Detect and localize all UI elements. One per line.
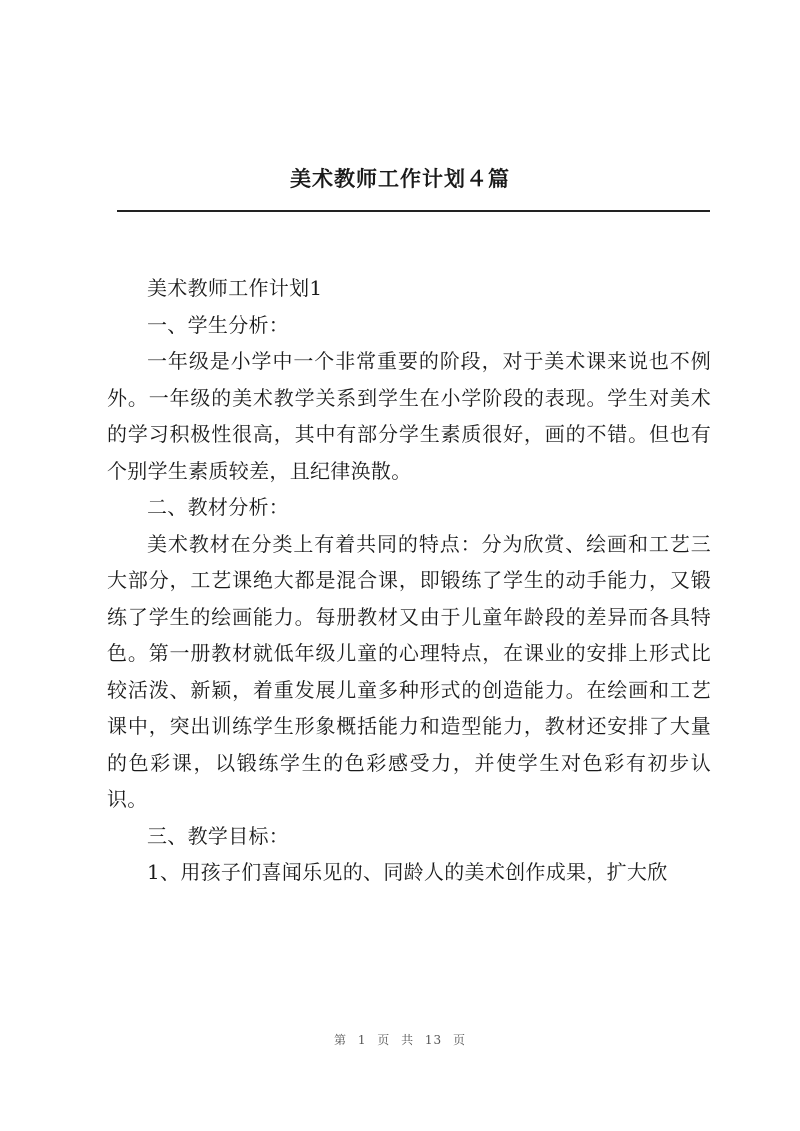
section-heading: 美术教师工作计划1 [147,276,323,300]
document-title: 美术教师工作计划４篇 [290,166,510,191]
subheading-student-analysis: 一、学生分析： [147,312,290,337]
page-footer: 第 1 页 共 13 页 [334,1033,466,1047]
paragraph-textbook-analysis: 美术教材在分类上有着共同的特点：分为欣赏、绘画和工艺三大部分，工艺课绝大都是混合课，即锻练了学生的动手能力，又锻练了学生的绘画能力。每册教材又由于儿童年龄段的差异而各具特色。第一册教材就低年级儿童的心理特点，在课业的安排上形式比较活泼、新颖，着重发展儿童多种形式的创造能力。在绘画和工艺课中，突出训练学生形象概括能力和造型能力，教材还安排了大量的色彩课，以锻练学生的色彩感受力，并使学生对色彩有初步认识。 [107,531,711,811]
paragraph-student-analysis: 一年级是小学中一个非常重要的阶段，对于美术课来说也不例外。一年级的美术教学关系到学生在小学阶段的表现。学生对美术的学习积极性很高，其中有部分学生素质很好，画的不错。但也有个别学生素质较差，且纪律涣散。 [107,349,711,483]
subheading-teaching-goals: 三、教学目标： [147,823,290,848]
subheading-textbook-analysis: 二、教材分析： [147,495,290,519]
title-underline-divider [117,210,710,212]
paragraph-teaching-goals: 1、用孩子们喜闻乐见的、同龄人的美术创作成果，扩大欣 [147,860,668,884]
document-body [107,270,711,891]
